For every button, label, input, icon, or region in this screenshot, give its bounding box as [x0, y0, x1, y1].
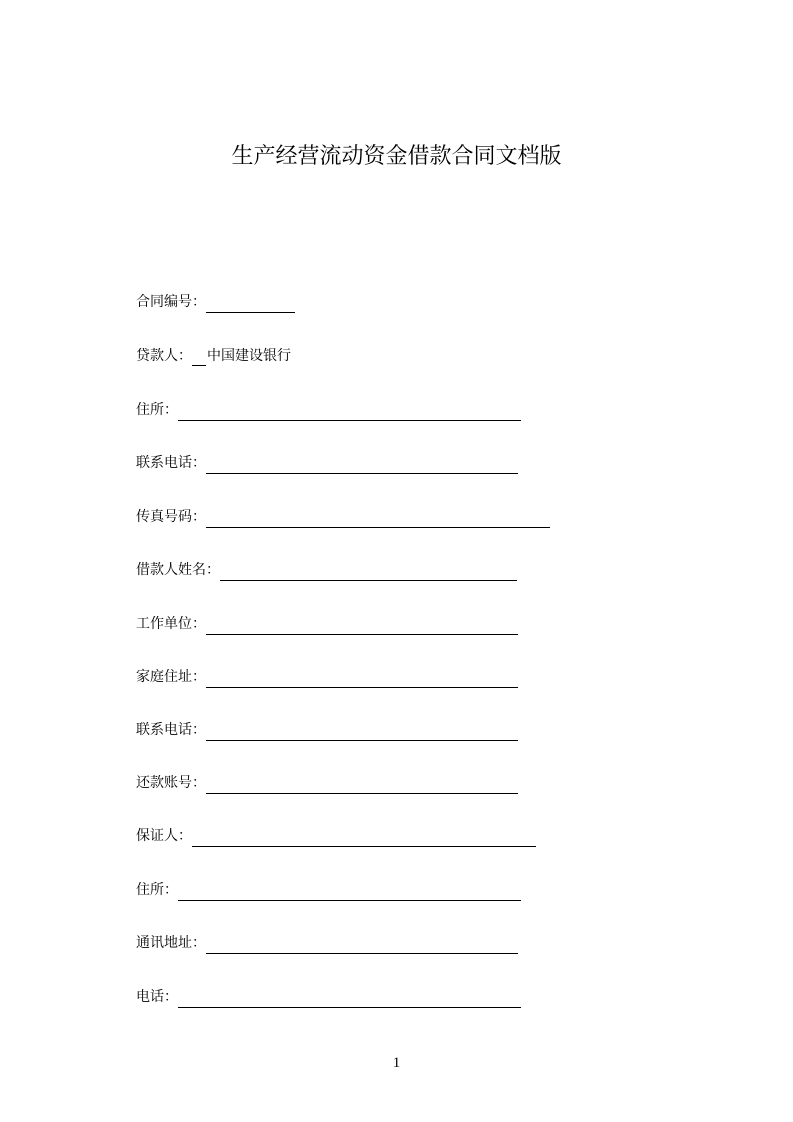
contract-number-row	[136, 289, 295, 311]
borrower-home-field[interactable]	[206, 670, 518, 688]
guarantor-address-field[interactable]	[178, 883, 521, 901]
repay-account-row	[136, 770, 518, 792]
contract-number-label: 合同编号：	[136, 294, 206, 310]
document-title: 生产经营流动资金借款合同文档版	[231, 144, 562, 169]
lender-address-row	[136, 397, 521, 419]
borrower-employer-row	[136, 611, 518, 633]
borrower-phone-field[interactable]	[206, 723, 518, 741]
lender-phone-label: 联系电话：	[136, 455, 206, 471]
lender-address-field[interactable]	[178, 403, 521, 421]
borrower-phone-row	[136, 717, 518, 739]
guarantor-mail-address-row	[136, 930, 518, 952]
guarantor-phone-label: 电话：	[136, 989, 178, 1005]
lender-fax-label: 传真号码：	[136, 509, 206, 525]
borrower-phone-label: 联系电话：	[136, 722, 206, 738]
lender-fax-field[interactable]	[206, 510, 550, 528]
guarantor-label: 保证人：	[136, 828, 192, 844]
lender-label: 贷款人：	[136, 348, 192, 364]
guarantor-address-row	[136, 877, 521, 899]
lender-address-label: 住所：	[136, 402, 178, 418]
guarantor-field[interactable]	[192, 829, 536, 847]
borrower-employer-field[interactable]	[206, 617, 518, 635]
borrower-name-row	[136, 557, 517, 579]
repay-account-field[interactable]	[206, 776, 518, 794]
guarantor-mail-address-field[interactable]	[206, 936, 518, 954]
lender-field[interactable]: 中国建设银行	[207, 348, 291, 364]
lender-row	[136, 343, 291, 365]
lender-fax-row	[136, 504, 550, 526]
lender-phone-row	[136, 450, 518, 472]
repay-account-label: 还款账号：	[136, 775, 206, 791]
guarantor-phone-row	[136, 984, 521, 1006]
lender-blank-line	[192, 348, 206, 366]
guarantor-phone-field[interactable]	[178, 990, 521, 1008]
guarantor-row	[136, 823, 536, 845]
lender-phone-field[interactable]	[206, 456, 518, 474]
contract-number-field[interactable]	[206, 295, 295, 313]
borrower-home-label: 家庭住址：	[136, 669, 206, 685]
guarantor-mail-address-label: 通讯地址：	[136, 935, 206, 951]
borrower-name-field[interactable]	[220, 563, 517, 581]
borrower-home-row	[136, 664, 518, 686]
borrower-name-label: 借款人姓名：	[136, 562, 220, 578]
guarantor-address-label: 住所：	[136, 882, 178, 898]
borrower-employer-label: 工作单位：	[136, 616, 206, 632]
page-number: 1	[392, 1055, 401, 1071]
